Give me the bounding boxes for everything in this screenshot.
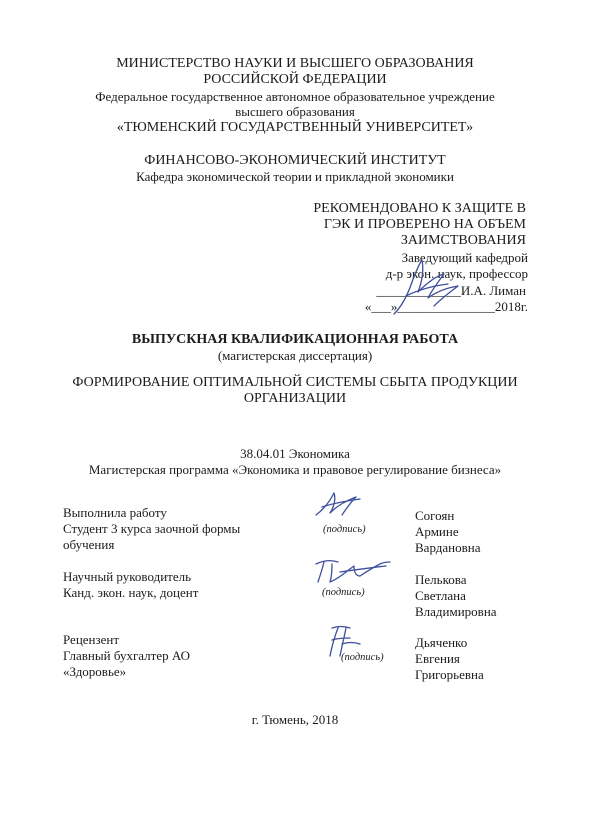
department-name: Кафедра экономической теории и прикладной экономики (136, 169, 454, 184)
work-title-line-2: ОРГАНИЗАЦИИ (243, 391, 347, 406)
supervisor-role-line-1: Научный руководитель (63, 569, 192, 584)
approval-name-line: _____________И.А. Лиман (376, 283, 526, 298)
specialty-code: 38.04.01 Экономика (240, 446, 350, 461)
handwritten-signature-icon (388, 256, 468, 320)
reviewer-name-line-3: Григорьевна (415, 667, 484, 682)
work-subtype: (магистерская диссертация) (217, 348, 373, 363)
institution-type-line-1: Федеральное государственное автономное образовательное учреждение (95, 89, 495, 104)
supervisor-name-line-1: Пелькова (415, 572, 467, 587)
work-type: ВЫПУСКНАЯ КВАЛИФИКАЦИОННАЯ РАБОТА (131, 332, 459, 347)
work-title-line-1: ФОРМИРОВАНИЕ ОПТИМАЛЬНОЙ СИСТЕМЫ СБЫТА ПРОДУКЦИИ (72, 375, 518, 390)
ministry-line-2: РОССИЙСКОЙ ФЕДЕРАЦИИ (203, 72, 387, 87)
student-name-line-2: Армине (415, 524, 459, 539)
student-role-line-1: Выполнила работу (63, 505, 167, 520)
approval-line-2: ГЭК И ПРОВЕРЕНО НА ОБЪЕМ (323, 217, 526, 232)
handwritten-signature-icon (310, 556, 392, 586)
approval-degree: д-р экон. наук, профессор (385, 266, 528, 281)
student-name-line-3: Вардановна (415, 540, 481, 555)
reviewer-role-line-3: «Здоровье» (63, 664, 127, 679)
supervisor-sign-caption: (подпись) (322, 587, 365, 598)
supervisor-name-line-2: Светлана (415, 588, 466, 603)
master-program: Магистерская программа «Экономика и правовое регулирование бизнеса» (88, 462, 502, 477)
reviewer-name-line-2: Евгения (415, 651, 460, 666)
handwritten-signature-icon (312, 487, 364, 521)
supervisor-name-line-3: Владимировна (415, 604, 497, 619)
approval-line-1: РЕКОМЕНДОВАНО К ЗАЩИТЕ В (313, 201, 526, 216)
student-name-line-1: Согоян (415, 508, 455, 523)
reviewer-sign-caption: (подпись) (341, 652, 384, 663)
supervisor-role-line-2: Канд. экон. наук, доцент (63, 585, 199, 600)
reviewer-name-line-1: Дьяченко (415, 635, 468, 650)
reviewer-role-line-2: Главный бухгалтер АО (63, 648, 190, 663)
approval-role: Заведующий кафедрой (401, 250, 528, 265)
approval-line-3: ЗАИМСТВОВАНИЯ (400, 233, 526, 248)
student-role-line-3: обучения (63, 537, 115, 552)
ministry-line-1: МИНИСТЕРСТВО НАУКИ И ВЫСШЕГО ОБРАЗОВАНИЯ (116, 56, 474, 71)
student-sign-caption: (подпись) (323, 524, 366, 535)
university-name: «ТЮМЕНСКИЙ ГОСУДАРСТВЕННЫЙ УНИВЕРСИТЕТ» (116, 120, 474, 135)
student-role-line-2: Студент 3 курса заочной формы (63, 521, 241, 536)
institute-name: ФИНАНСОВО-ЭКОНОМИЧЕСКИЙ ИНСТИТУТ (144, 153, 446, 168)
approval-date-line: «___»_______________2018г. (364, 299, 528, 314)
institution-type-line-2: высшего образования (235, 104, 355, 119)
reviewer-role-line-1: Рецензент (63, 632, 120, 647)
city-year: г. Тюмень, 2018 (251, 712, 339, 727)
